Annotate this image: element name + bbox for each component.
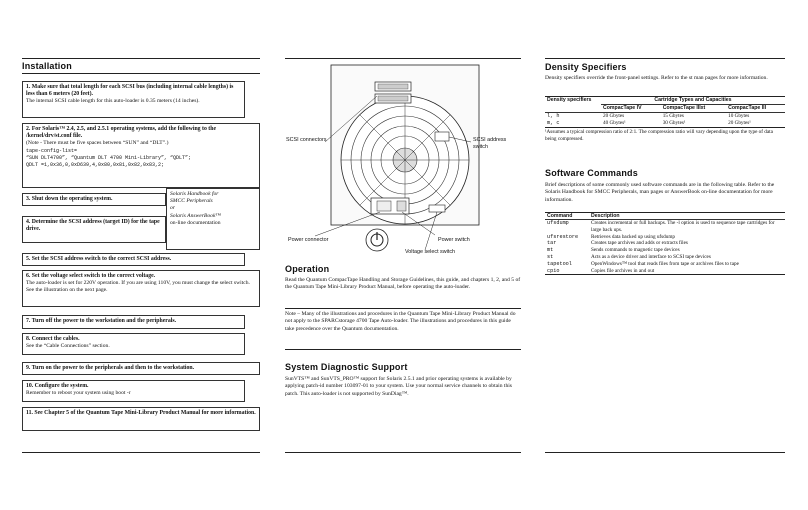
step-6 xyxy=(22,270,260,307)
bottom-rule-left xyxy=(22,452,260,453)
step-num: 4. xyxy=(26,219,31,225)
command-desc: Creates incremental or full backups. The -l option is used to sequence tape cartridges for large back ups. xyxy=(591,220,775,233)
step-1 xyxy=(22,81,245,118)
density-spec: m, c xyxy=(547,120,560,126)
density-table xyxy=(545,96,785,143)
density-value: 15 Gbytes xyxy=(662,113,684,119)
table-row xyxy=(545,220,785,234)
step-7 xyxy=(22,315,245,329)
step-3 xyxy=(22,193,166,206)
step-title: Set the SCSI address switch to the correct SCSI address. xyxy=(31,256,172,262)
top-rule-middle xyxy=(285,58,521,59)
command-desc: Copies file archives in and out xyxy=(591,267,655,274)
step-num: 6. xyxy=(26,273,31,279)
density-value: 10 Gbytes xyxy=(728,113,750,119)
ref-line: Solaris Handbook for xyxy=(170,191,219,197)
command-name: st xyxy=(547,253,554,260)
step-note: (Note - There must be five spaces between “SUN” and “DLT”.) xyxy=(26,140,169,147)
note-top-rule xyxy=(285,308,521,309)
software-intro: Brief descriptions of some commonly used software commands are in the following table. Refer to the Solaris Handbook for SMCC Peripherals, man pages or AnswerBook on-line documentation for more information. xyxy=(545,182,775,203)
ref-line: on-line documentation xyxy=(170,219,221,226)
operation-title: Operation xyxy=(285,264,330,274)
installation-title: Installation xyxy=(22,61,72,71)
step-11 xyxy=(22,407,260,431)
density-value: 30 Gbytes¹ xyxy=(662,120,686,126)
density-type: CompacTape IV xyxy=(601,105,661,113)
density-footnote: ¹Assumes a typical compression ratio of 2:1. The compression ratio will vary depending upon the type of data being compressed. xyxy=(545,129,773,142)
step-9 xyxy=(22,362,260,375)
table-row xyxy=(545,247,785,254)
step-10 xyxy=(22,380,245,402)
table-row xyxy=(545,240,785,247)
step-num: 3. xyxy=(26,196,31,202)
label-scsi-connectors: SCSI connectors xyxy=(286,137,327,143)
code-line: “SUN DLT4700”, “Quantum DLT 4700 Mini-Library”, “QDLT”; xyxy=(26,154,192,161)
autoloader-rear-panel-figure xyxy=(285,60,521,260)
top-rule-right xyxy=(545,58,785,59)
bottom-rule-right xyxy=(545,452,785,453)
bottom-rule-middle xyxy=(285,452,521,453)
reference-box xyxy=(166,188,260,250)
step-num: 2. xyxy=(26,126,31,132)
table-row xyxy=(545,120,785,128)
command-name: tapetool xyxy=(547,260,572,267)
step-title: Determine the SCSI address (target ID) for the tape drive. xyxy=(26,219,160,233)
command-desc: Acts as a device driver and interface to SCSI tape devices xyxy=(591,253,711,260)
step-5 xyxy=(22,253,245,266)
step-8 xyxy=(22,333,245,355)
step-title: Make sure that total length for each SCSI bus (including internal cable lengths) is less than 6 meters (20 feet). xyxy=(26,84,234,98)
label-power-connector: Power connector xyxy=(288,237,329,243)
top-rule-left xyxy=(22,58,260,59)
diagnostic-title: System Diagnostic Support xyxy=(285,362,408,372)
step-num: 5. xyxy=(26,256,31,262)
software-col-desc: Description xyxy=(589,213,785,220)
code-line: tape-config-list= xyxy=(26,147,78,154)
label-scsi-address-switch-1: SCSI address xyxy=(473,137,507,143)
step-num: 8. xyxy=(26,336,31,342)
step-title: See Chapter 5 of the Quantum Tape Mini-Library Product Manual for more information. xyxy=(34,410,256,416)
operation-note: Note – Many of the illustrations and procedures in the Quantum Tape Mini-Library Product Manual do not apply to the SPARCstorage 4700 Tape Auto-loader. The illustrations and procedures in this guide take precedence over the Quantum documentation. xyxy=(285,311,516,332)
command-desc: OpenWindows™ tool that reads files from tape or archives files to tape xyxy=(591,260,739,267)
note-bottom-rule xyxy=(285,349,521,350)
code-line: QDLT =1,0x36,0,0xD639,4,0x80,0x81,0x82,0x83,2; xyxy=(26,162,165,169)
density-type: CompacTape IIIxt xyxy=(661,105,726,113)
density-group-header: Cartridge Types and Capacities xyxy=(601,97,785,105)
step-title: Turn off the power to the workstation and the peripherals. xyxy=(31,318,177,324)
table-row xyxy=(545,261,785,268)
step-body: The internal SCSI cable length for this auto-loader is 0.35 meters (14 inches). xyxy=(26,98,200,105)
label-voltage-select: Voltage select switch xyxy=(405,249,456,255)
step-title: For Solaris™ 2.4, 2.5, and 2.5.1 operating systems, add the following to the /kernel/drv/st.conf file. xyxy=(26,126,217,140)
step-2 xyxy=(22,123,260,188)
step-num: 10. xyxy=(26,383,34,389)
command-desc: Retrieves data backed up using ufsdump xyxy=(591,233,675,240)
step-body: Remember to reboot your system using boot -r xyxy=(26,390,131,397)
diagnostic-paragraph: SunVTS™ and SunVTS_PRO™ support for Solaris 2.5.1 and prior operating systems is available by applying patch-id number 103097-01 to your system. Use your normal service channels to obtain this patch. This auto-loader is not supported by SunDiag™. xyxy=(285,376,512,397)
operation-paragraph: Read the Quantum CompacTape Handling and Storage Guidelines, this guide, and chapters 1, 2, and 5 of the Quantum Tape Mini-Library Product Manual, before operating the auto-loader. xyxy=(285,277,521,291)
command-name: cpio xyxy=(547,267,560,274)
density-type: CompacTape III xyxy=(726,105,785,113)
table-row xyxy=(545,113,785,121)
table-row xyxy=(545,268,785,275)
density-value: 20 Gbytes¹ xyxy=(728,120,751,126)
software-table xyxy=(545,212,785,275)
label-scsi-address-switch-2: switch xyxy=(473,144,488,150)
ref-line: Solaris AnswerBook™ xyxy=(170,212,221,219)
step-body: The auto-loader is set for 220V operation. If you are using 110V, you must change the select switch. See the illustration on the next page. xyxy=(26,280,250,294)
density-title: Density Specifiers xyxy=(545,62,627,72)
density-value: 40 Gbytes¹ xyxy=(603,120,626,126)
installation-title-rule xyxy=(22,73,260,74)
density-intro: Density specifiers override the front-panel settings. Refer to the st man pages for more information. xyxy=(545,75,768,81)
command-name: mt xyxy=(547,247,554,254)
table-row xyxy=(545,254,785,261)
power-switch-icon xyxy=(397,201,406,211)
command-desc: Sends commands to magnetic tape devices xyxy=(591,247,680,254)
step-num: 1. xyxy=(26,84,31,90)
step-title: Turn on the power to the peripherals and then to the workstation. xyxy=(31,365,195,371)
voltage-select-switch-icon xyxy=(429,205,445,212)
step-num: 9. xyxy=(26,365,31,371)
density-col-spec: Density specifiers xyxy=(545,97,601,113)
step-num: 11. xyxy=(26,410,33,416)
step-title: Shut down the operating system. xyxy=(31,196,113,202)
software-col-cmd: Command xyxy=(545,213,589,220)
step-num: 7. xyxy=(26,318,31,324)
step-body: See the “Cable Connections” section. xyxy=(26,343,110,350)
ref-or: or xyxy=(170,205,175,212)
label-power-switch: Power switch xyxy=(438,237,470,243)
command-name: tar xyxy=(547,240,557,247)
density-value: 20 Gbytes xyxy=(603,113,625,119)
ref-line: SMCC Peripherals xyxy=(170,198,213,205)
software-title: Software Commands xyxy=(545,168,638,178)
step-title: Set the voltage select switch to the correct voltage. xyxy=(31,273,156,279)
command-name: ufsrestore xyxy=(547,233,579,240)
command-name: ufsdump xyxy=(547,220,569,226)
scsi-address-switch-icon xyxy=(435,132,449,141)
command-desc: Creates tape archives and adds or extracts files xyxy=(591,240,688,247)
density-spec: l, h xyxy=(547,113,560,119)
step-title: Configure the system. xyxy=(34,383,89,389)
step-4 xyxy=(22,216,166,243)
step-title: Connect the cables. xyxy=(31,336,80,342)
